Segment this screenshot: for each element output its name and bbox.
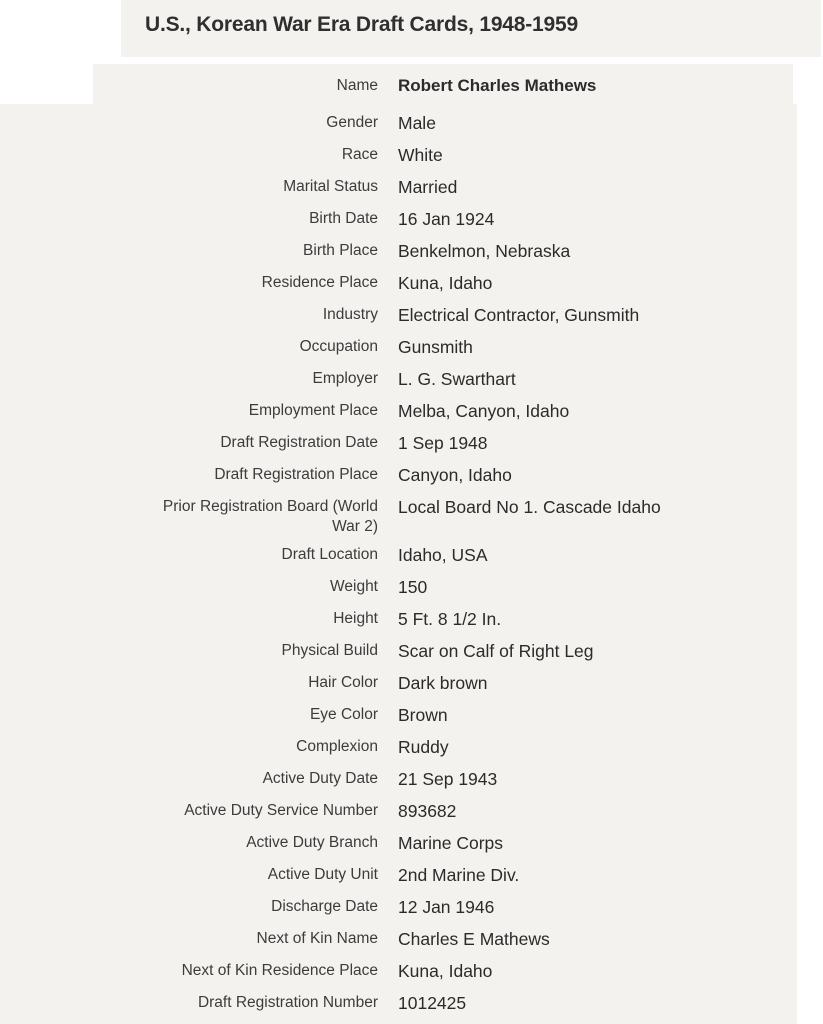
field-row [0,831,797,855]
field-label [0,335,378,357]
field-label [0,303,378,325]
field-value: 2nd Marine Div. [398,865,520,885]
field-row [0,959,797,983]
field-label [0,463,378,485]
field-label [0,607,378,629]
field-value: 1 Sep 1948 [398,433,488,453]
field-label [0,863,378,885]
field-value: L. G. Swarthart [398,369,516,389]
field-label-name: Name [336,77,378,94]
field-label [0,671,378,693]
field-row [0,927,797,951]
field-row [0,991,797,1015]
field-label [0,831,378,853]
field-label-text: Draft Registration Place [214,466,378,483]
field-value: White [398,145,443,165]
field-label-text: Complexion [296,738,378,755]
field-label [0,271,378,293]
field-row [0,495,797,537]
field-label-text: Active Duty Branch [246,834,378,851]
field-value: Gunsmith [398,337,473,357]
field-value: Kuna, Idaho [398,961,493,981]
field-row [0,399,797,423]
field-value: Marine Corps [398,833,504,853]
field-label [0,207,378,229]
field-value: Male [398,113,436,133]
field-row [0,767,797,791]
field-label-text: Prior Registration Board (World War 2) [162,498,378,535]
field-label [0,367,378,389]
field-label-text: Draft Registration Number [197,994,378,1011]
field-value: 150 [398,577,428,597]
field-row [0,367,797,391]
field-value: Scar on Calf of Right Leg [398,641,594,661]
field-row [0,111,797,135]
field-row [0,239,797,263]
field-row [0,271,797,295]
field-value: Brown [398,705,448,725]
field-value: 21 Sep 1943 [398,769,498,789]
field-label [0,639,378,661]
field-value: 5 Ft. 8 1/2 In. [398,609,502,629]
field-value: Dark brown [398,673,488,693]
field-label [0,575,378,597]
field-value: Melba, Canyon, Idaho [398,401,570,421]
field-label [0,735,378,757]
field-label-text: Next of Kin Name [256,930,378,947]
field-label-text: Height [333,610,378,627]
field-label [0,927,378,949]
field-value: Ruddy [398,737,449,757]
field-label-text: Eye Color [309,706,378,723]
field-value: Kuna, Idaho [398,273,493,293]
field-label [0,799,378,821]
field-label-text: Residence Place [261,274,378,291]
field-row [0,207,797,231]
title-box [121,0,821,57]
field-row [0,575,797,599]
field-label-text: Occupation [299,338,378,355]
field-row [0,607,797,631]
field-label [0,399,378,421]
field-label [0,239,378,261]
field-value: Idaho, USA [398,545,488,565]
field-label-text: Birth Place [303,242,378,259]
field-row [0,735,797,759]
field-row [0,895,797,919]
field-label [0,959,378,981]
field-label-text: Draft Registration Date [220,434,378,451]
field-label-text: Marital Status [283,178,378,195]
field-row [0,303,797,327]
field-row [0,543,797,567]
field-label [0,111,378,133]
field-label [0,703,378,725]
field-value: 12 Jan 1946 [398,897,495,917]
field-row [0,463,797,487]
field-label-text: Active Duty Unit [267,866,378,883]
field-row [0,175,797,199]
field-label [0,895,378,917]
field-row [0,431,797,455]
field-value: Electrical Contractor, Gunsmith [398,305,640,325]
field-value-name: Robert Charles Mathews [398,76,597,95]
field-value: Canyon, Idaho [398,465,512,485]
field-row [0,703,797,727]
field-value: Married [398,177,458,197]
field-row [0,863,797,887]
field-label [0,767,378,789]
field-label [0,175,378,197]
field-label-text: Next of Kin Residence Place [181,962,378,979]
field-value: Local Board No 1. Cascade Idaho [398,497,661,517]
field-value: 1012425 [398,993,467,1013]
field-row [0,799,797,823]
field-label-text: Race [341,146,378,163]
field-row [0,671,797,695]
field-label [0,991,378,1013]
field-label-text: Employment Place [248,402,378,419]
field-value: 893682 [398,801,457,821]
field-label-text: Active Duty Date [262,770,378,787]
record-title: U.S., Korean War Era Draft Cards, 1948-1959 [145,13,578,36]
field-label-text: Employer [312,370,378,387]
field-row [0,335,797,359]
field-row [0,639,797,663]
field-label-text: Physical Build [281,642,378,659]
field-label-text: Hair Color [308,674,378,691]
field-row [0,143,797,167]
field-label [0,143,378,165]
field-label-text: Draft Location [281,546,378,563]
field-label [0,495,378,537]
field-label [0,431,378,453]
field-label [0,543,378,565]
field-value: Benkelmon, Nebraska [398,241,571,261]
field-label-text: Birth Date [309,210,378,227]
field-label-text: Gender [326,114,378,131]
field-value: Charles E Mathews [398,929,550,949]
field-label-text: Discharge Date [271,898,378,915]
field-label-text: Weight [330,578,378,595]
field-value: 16 Jan 1924 [398,209,495,229]
field-label-text: Active Duty Service Number [184,802,378,819]
field-row-name [0,74,797,98]
field-label-text: Industry [322,306,378,323]
